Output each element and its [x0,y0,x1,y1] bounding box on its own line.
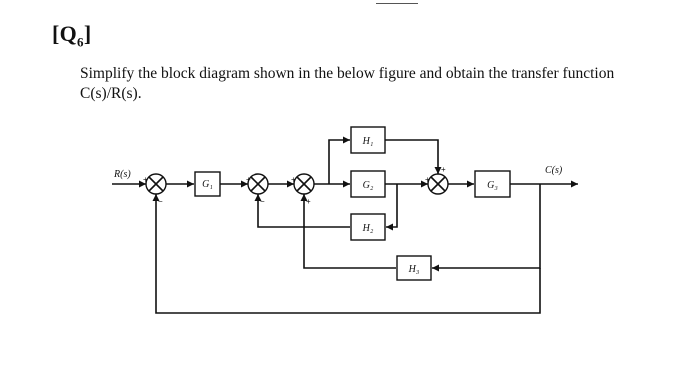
g3-label: G₃ [487,180,498,191]
block-h3 [397,256,431,280]
h1-feed-out-line [385,140,438,174]
sj1-minus-sign: − [158,197,163,206]
unity-feedback-line [156,194,540,313]
sj3-plus-sign-bottom: + [306,197,311,206]
question-heading: $[Q_6]$ [52,21,92,50]
summing-junction-1 [143,174,166,206]
g2-label: G₂ [362,180,374,191]
block-g2 [351,171,385,197]
sj2-plus-sign: + [246,175,251,184]
block-g3 [475,171,510,197]
block-g1 [195,172,220,196]
sj3-plus-sign: + [291,175,296,184]
block-h2 [351,214,385,240]
h3-label: H₃ [408,264,420,275]
block-h1 [351,127,385,153]
input-label: R(s) [114,169,131,180]
h2-input-line [386,184,397,227]
prompt-line-1: Simplify the block diagram shown in the below figure and obtain the transfer function [80,65,615,82]
sj1-plus-sign: + [143,175,148,184]
g1-label: G₁ [202,179,213,190]
summing-junction-4 [425,165,448,194]
h2-label: H₂ [362,223,374,234]
sj4-plus-sign: + [425,175,430,184]
summing-junction-2 [246,174,268,206]
output-label: C(s) [545,165,563,176]
sj2-minus-sign: − [260,197,265,206]
h1-label: H₁ [362,136,374,147]
summing-junction-3 [291,174,314,206]
prompt-line-2: C(s)/R(s). [80,85,142,102]
sj4-plus-sign-top: + [441,165,446,174]
h1-feed-in-line [329,140,350,184]
